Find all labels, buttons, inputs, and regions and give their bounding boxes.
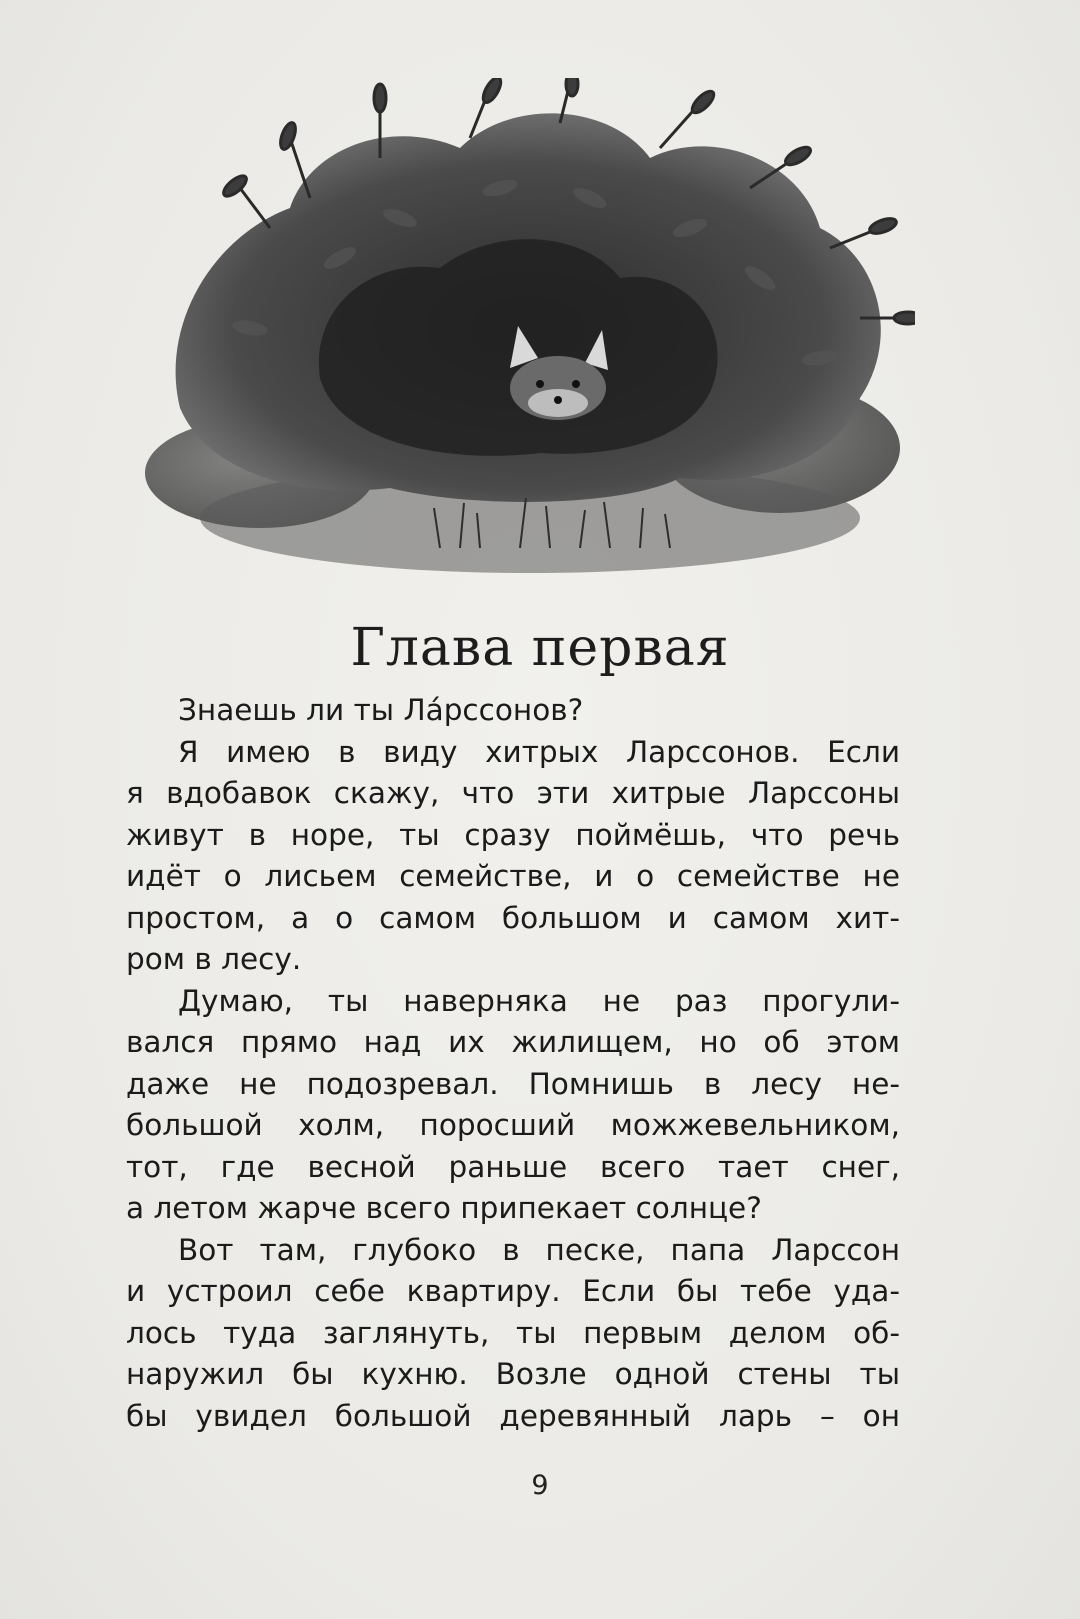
chapter-title: Глава первая xyxy=(350,618,730,678)
text-line: Я имею в виду хитрых Ларссонов. Если xyxy=(178,734,900,769)
text-line: живут в норе, ты сразу поймёшь, что речь xyxy=(126,817,900,852)
text-line: простом, а о самом большом и самом хит- xyxy=(126,900,900,935)
text-line: идёт о лисьем семействе, и о семействе не xyxy=(126,859,900,893)
text-line: даже не подозревал. Помнишь в лесу не- xyxy=(126,1066,900,1101)
text-line: Думаю, ты наверняка не раз прогули- xyxy=(178,983,900,1018)
body-text xyxy=(126,690,900,1437)
text-line: я вдобавок скажу, что эти хитрые Ларссоны xyxy=(126,776,900,810)
text-line: тот, где весной раньше всего тает снег, xyxy=(126,1149,900,1184)
text-line: вался прямо над их жилищем, но об этом xyxy=(126,1025,900,1059)
text-line: Знаешь ли ты Ла́рссонов? xyxy=(178,693,584,727)
text-line: и устроил себе квартиру. Если бы тебе уда- xyxy=(126,1274,900,1308)
text-line: ром в лесу. xyxy=(126,942,302,976)
text-line: наружил бы кухню. Возле одной стены ты xyxy=(126,1357,900,1391)
text-line: Вот там, глубоко в песке, папа Ларссон xyxy=(178,1232,900,1267)
fox-in-bushes-illustration xyxy=(140,78,915,583)
text-line: лось туда заглянуть, ты первым делом об- xyxy=(126,1315,900,1350)
page-number: 9 xyxy=(531,1470,549,1501)
text-line: бы увидел большой деревянный ларь – он xyxy=(126,1398,900,1433)
text-line: а летом жарче всего припекает солнце? xyxy=(126,1191,762,1225)
text-line: большой холм, поросший можжевельником, xyxy=(126,1108,900,1142)
